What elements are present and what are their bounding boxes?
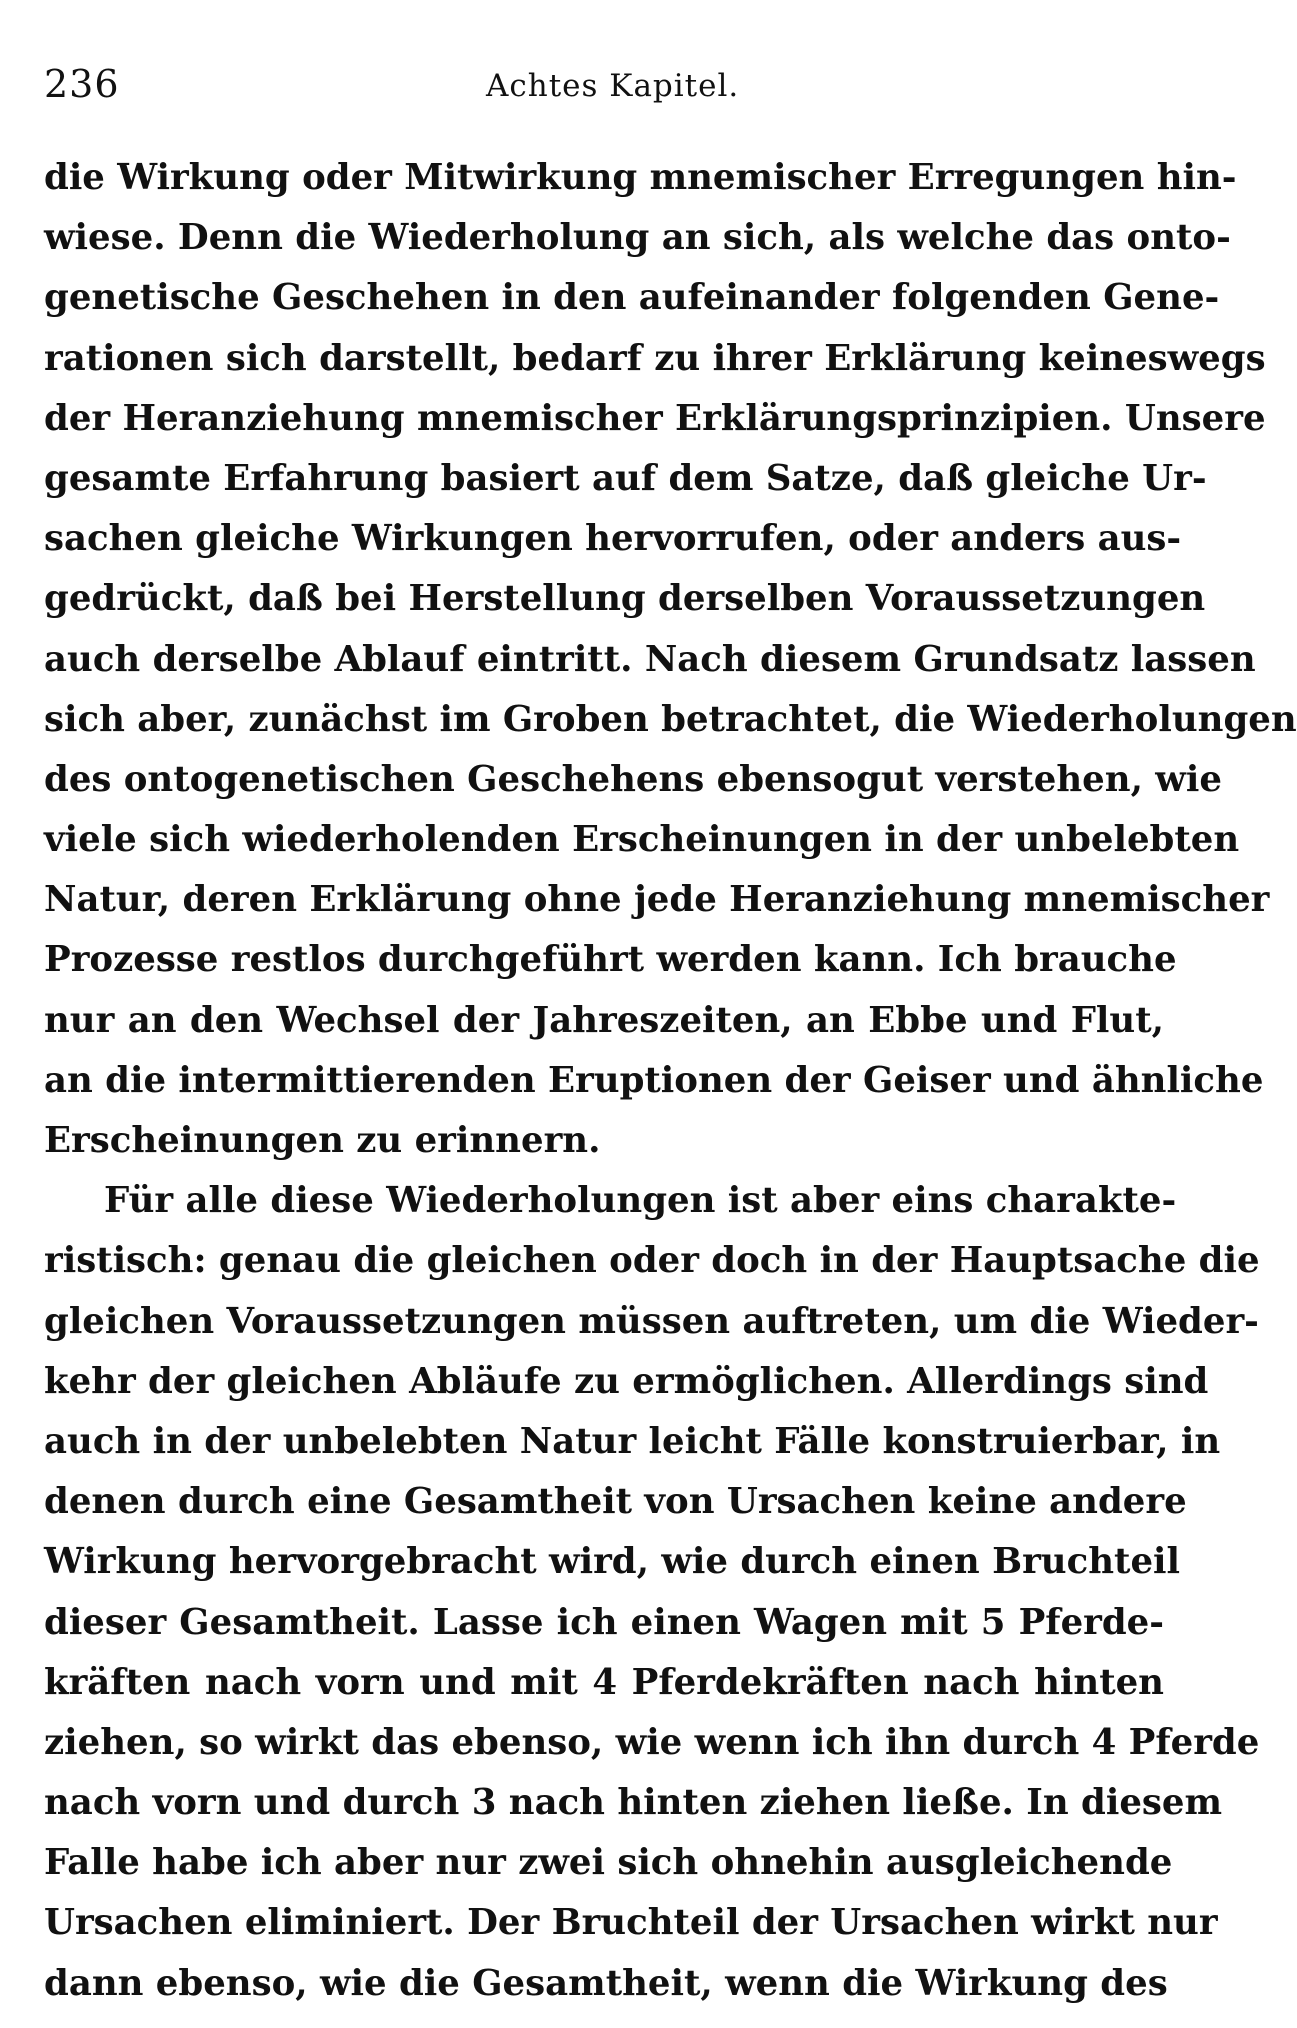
- page-number: 236: [44, 62, 120, 106]
- text-line: kehr der gleichen Abläufe zu ermöglichen. Allerdings sind: [44, 1360, 1209, 1402]
- text-line: Natur, deren Erklärung ohne jede Heranziehung mnemischer: [44, 879, 1270, 921]
- text-line: rationen sich darstellt, bedarf zu ihrer Erklärung keineswegs: [44, 337, 1266, 379]
- text-line: gleichen Voraussetzungen müssen auftreten, um die Wieder-: [44, 1300, 1259, 1342]
- text-line: Prozesse restlos durchgeführt werden kann. Ich brauche: [44, 939, 1177, 981]
- running-head: Achtes Kapitel.: [486, 68, 740, 104]
- text-line: gesamte Erfahrung basiert auf dem Satze, daß gleiche Ur-: [44, 457, 1207, 499]
- text-line: ziehen, so wirkt das ebenso, wie wenn ich ihn durch 4 Pferde: [44, 1721, 1260, 1763]
- text-line: Falle habe ich aber nur zwei sich ohnehin ausgleichende: [44, 1842, 1173, 1884]
- text-line: sachen gleiche Wirkungen hervorrufen, oder anders aus-: [44, 518, 1182, 560]
- text-line: die Wirkung oder Mitwirkung mnemischer Erregungen hin-: [44, 157, 1237, 198]
- text-line: Erscheinungen zu erinnern.: [44, 1120, 601, 1161]
- text-line: an die intermittierenden Eruptionen der Geiser und ähnliche: [44, 1059, 1264, 1101]
- text-line: sich aber, zunächst im Groben betrachtet, die Wiederholungen: [44, 698, 1297, 740]
- text-line: kräften nach vorn und mit 4 Pferdekräften nach hinten: [44, 1661, 1164, 1703]
- body-text: [44, 148, 1297, 2014]
- text-line: Wirkung hervorgebracht wird, wie durch einen Bruchteil: [44, 1541, 1180, 1583]
- text-line: Für alle diese Wiederholungen ist aber eins charakte-: [104, 1180, 1177, 1222]
- text-line: dieser Gesamtheit. Lasse ich einen Wagen mit 5 Pferde-: [44, 1601, 1164, 1643]
- page-header: [44, 62, 1164, 122]
- text-line: nach vorn und durch 3 nach hinten ziehen ließe. In diesem: [44, 1782, 1223, 1824]
- text-line: auch derselbe Ablauf eintritt. Nach diesem Grundsatz lassen: [44, 638, 1256, 680]
- text-line: wiese. Denn die Wiederholung an sich, als welche das onto-: [44, 217, 1231, 259]
- text-line: auch in der unbelebten Natur leicht Fälle konstruierbar, in: [44, 1420, 1221, 1462]
- text-line: genetische Geschehen in den aufeinander folgenden Gene-: [44, 277, 1220, 319]
- text-line: denen durch eine Gesamtheit von Ursachen keine andere: [44, 1481, 1187, 1523]
- text-line: Ursachen eliminiert. Der Bruchteil der Ursachen wirkt nur: [44, 1902, 1218, 1944]
- text-line: des ontogenetischen Geschehens ebensogut verstehen, wie: [44, 758, 1222, 800]
- text-line: nur an den Wechsel der Jahreszeiten, an Ebbe und Flut,: [44, 999, 1164, 1041]
- text-line: ristisch: genau die gleichen oder doch in der Hauptsache die: [44, 1240, 1260, 1282]
- text-line: der Heranziehung mnemischer Erklärungsprinzipien. Unsere: [44, 397, 1266, 439]
- text-line: gedrückt, daß bei Herstellung derselben Voraussetzungen: [44, 578, 1206, 620]
- text-line: dann ebenso, wie die Gesamtheit, wenn die Wirkung des: [44, 1962, 1168, 2004]
- text-line: viele sich wiederholenden Erscheinungen in der unbelebten: [44, 819, 1240, 861]
